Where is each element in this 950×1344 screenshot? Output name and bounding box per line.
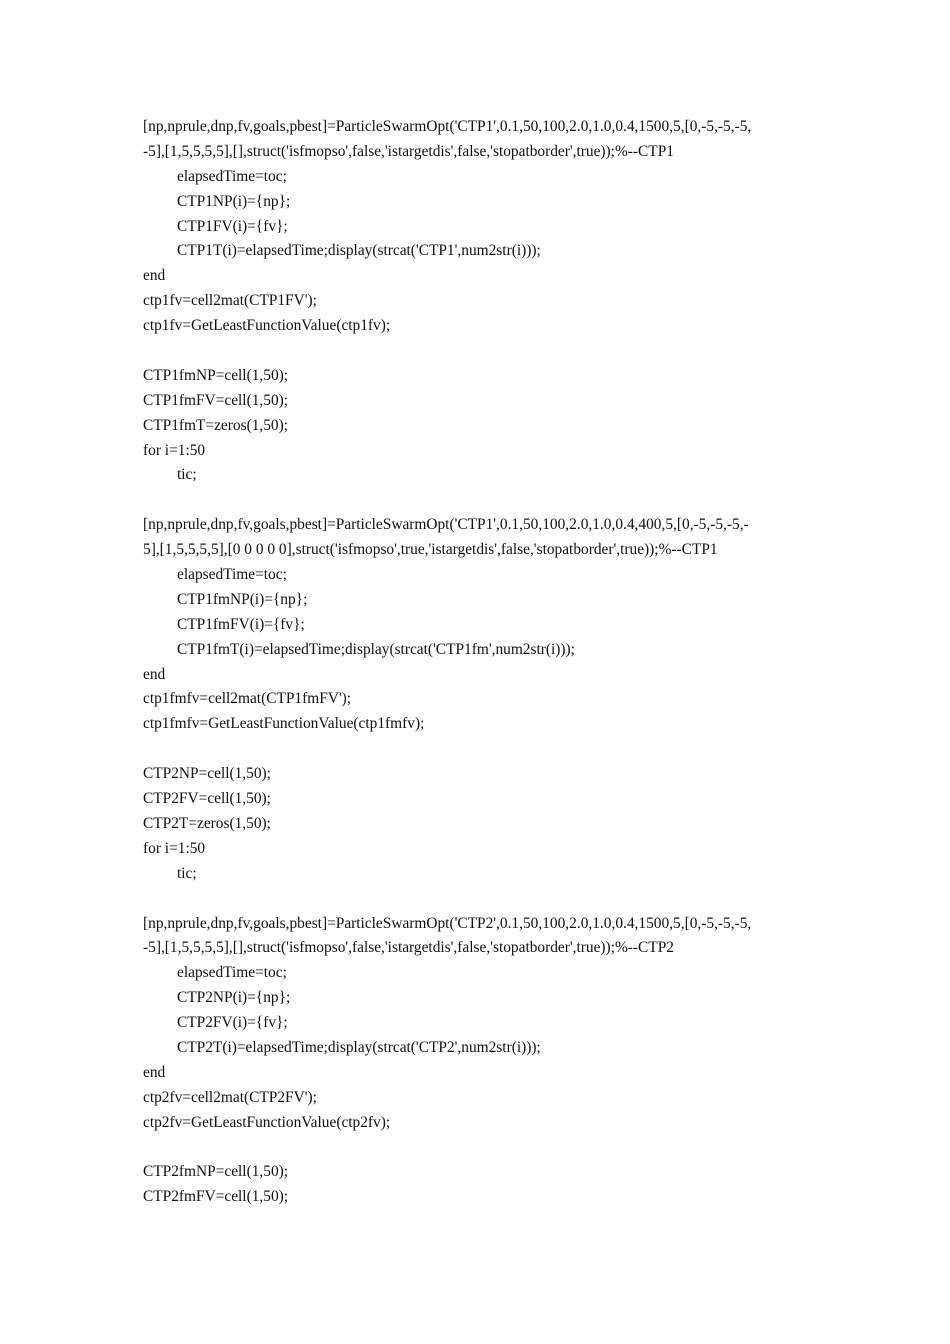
code-line: [np,nprule,dnp,fv,goals,pbest]=ParticleSwarmOpt('CTP1',0.1,50,100,2.0,1.0,0.4,400,5,[0,-5,-5,-5,-: [143, 516, 749, 534]
code-line: [np,nprule,dnp,fv,goals,pbest]=ParticleSwarmOpt('CTP1',0.1,50,100,2.0,1.0,0.4,1500,5,[0,-5,-5,-5,: [143, 118, 752, 135]
blank-line: [143, 1136, 823, 1161]
code-line: CTP1T(i)=elapsedTime;display(strcat('CTP1',num2str(i)));: [177, 242, 541, 260]
code-line: 5],[1,5,5,5,5],[0 0 0 0 0],struct('isfmopso',true,'istargetdis',false,'stopatborder',true));%--CTP1: [143, 541, 718, 559]
code-line: -5],[1,5,5,5,5],[],struct('isfmopso',false,'istargetdis',false,'stopatborder',true));%--CTP1: [143, 142, 674, 160]
code-line: CTP2FV(i)={fv};: [177, 1014, 288, 1032]
code-line: CTP2T=zeros(1,50);: [143, 814, 271, 832]
code-line: elapsedTime=toc;: [177, 167, 287, 185]
code-line: tic;: [177, 864, 197, 882]
code-line: CTP2fmNP=cell(1,50);: [143, 1163, 289, 1181]
code-line: CTP2FV=cell(1,50);: [143, 790, 271, 808]
code-line: CTP1fmNP(i)={np};: [177, 590, 308, 608]
code-line: tic;: [177, 466, 197, 484]
code-line: end: [143, 665, 166, 683]
code-line: [np,nprule,dnp,fv,goals,pbest]=ParticleSwarmOpt('CTP2',0.1,50,100,2.0,1.0,0.4,1500,5,[0,-5,-5,-5,: [143, 914, 752, 932]
blank-line: [143, 488, 823, 513]
blank-line: [143, 887, 823, 912]
code-line: CTP1FV(i)={fv};: [177, 217, 288, 235]
code-line: CTP1fmFV=cell(1,50);: [143, 391, 289, 409]
code-line: CTP1fmNP=cell(1,50);: [143, 366, 289, 384]
code-line: elapsedTime=toc;: [177, 566, 287, 584]
code-line: CTP1fmT=zeros(1,50);: [143, 416, 289, 434]
code-line: ctp1fv=cell2mat(CTP1FV');: [143, 292, 317, 310]
code-line: CTP1NP(i)={np};: [177, 192, 291, 210]
code-line: CTP2NP(i)={np};: [177, 989, 291, 1007]
code-line: CTP1fmT(i)=elapsedTime;display(strcat('CTP1fm',num2str(i)));: [177, 640, 575, 658]
code-listing: [143, 115, 823, 1210]
code-line: for i=1:50: [143, 441, 206, 459]
blank-line: [143, 737, 823, 762]
code-line: CTP2NP=cell(1,50);: [143, 765, 271, 783]
code-line: CTP2fmFV=cell(1,50);: [143, 1188, 289, 1206]
code-line: CTP2T(i)=elapsedTime;display(strcat('CTP2',num2str(i)));: [177, 1038, 541, 1056]
code-line: ctp1fv=GetLeastFunctionValue(ctp1fv);: [143, 317, 391, 335]
code-line: ctp2fv=cell2mat(CTP2FV');: [143, 1088, 317, 1106]
code-line: ctp1fmfv=cell2mat(CTP1fmFV');: [143, 690, 352, 708]
code-line: ctp1fmfv=GetLeastFunctionValue(ctp1fmfv);: [143, 715, 425, 733]
code-line: ctp2fv=GetLeastFunctionValue(ctp2fv);: [143, 1113, 391, 1131]
code-line: end: [143, 267, 166, 285]
code-line: elapsedTime=toc;: [177, 964, 287, 982]
code-line: end: [143, 1063, 166, 1081]
code-line: -5],[1,5,5,5,5],[],struct('isfmopso',false,'istargetdis',false,'stopatborder',true));%--CTP2: [143, 939, 674, 957]
code-line: CTP1fmFV(i)={fv};: [177, 615, 305, 633]
code-line: for i=1:50: [143, 839, 206, 857]
blank-line: [143, 339, 823, 364]
